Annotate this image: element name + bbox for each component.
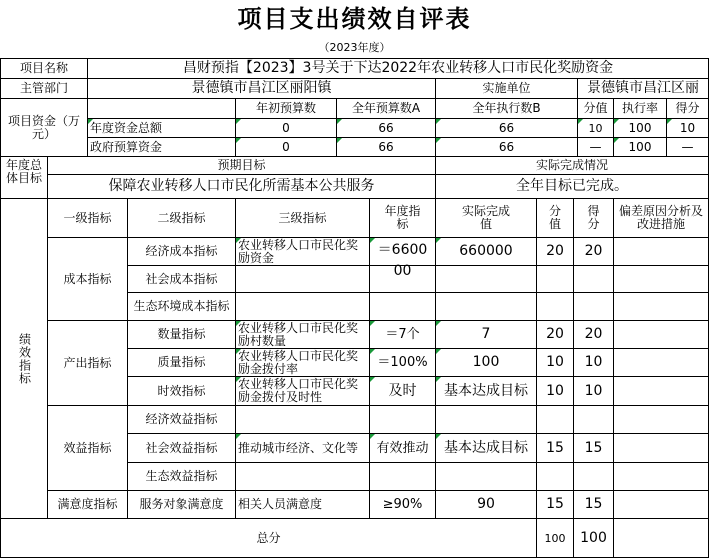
indicator-score: 15 [574, 491, 614, 519]
funds-header-exec: 全年执行数B [436, 99, 578, 119]
funds-label: 项目资金（万元） [1, 99, 88, 157]
project-name-label: 项目名称 [1, 59, 88, 79]
indicator-target: ≥90% [370, 491, 436, 519]
funds-row-full: 66 [337, 119, 436, 138]
indicator-score-value: 15 [537, 434, 574, 463]
annual-goal-label: 年度总体目标 [1, 157, 48, 199]
indicator-actual [436, 406, 537, 434]
indicator-score: 20 [574, 238, 614, 266]
indicator-lvl2: 经济成本指标 [128, 238, 236, 266]
funds-row-label: 政府预算资金 [88, 138, 236, 157]
total-label: 总分 [1, 519, 537, 558]
indicator-score-value [537, 293, 574, 321]
total-reason-blank [614, 519, 709, 558]
funds-row-rate: 100 [614, 138, 667, 157]
funds-header-score: 得分 [667, 99, 709, 119]
indicator-lvl3: 农业转移人口市民化奖励资金 [236, 238, 370, 266]
total-score-value: 100 [537, 519, 574, 558]
header-lvl1: 一级指标 [48, 199, 128, 238]
funds-row-score-value: — [578, 138, 614, 157]
funds-row-exec: 66 [436, 119, 578, 138]
indicator-actual [436, 266, 537, 293]
indicator-lvl2: 质量指标 [128, 349, 236, 377]
indicator-actual: 基本达成目标 [436, 377, 537, 406]
funds-row-score-value: 10 [578, 119, 614, 138]
header-lvl2: 二级指标 [128, 199, 236, 238]
evaluation-table [0, 58, 709, 558]
indicator-target [370, 406, 436, 434]
funds-header-score-value: 分值 [578, 99, 614, 119]
group-output: 产出指标 [48, 321, 128, 406]
indicator-lvl3 [236, 406, 370, 434]
indicator-reason [614, 406, 709, 434]
indicator-score: 20 [574, 321, 614, 349]
indicator-lvl3 [236, 266, 370, 293]
group-benefit: 效益指标 [48, 406, 128, 491]
indicator-lvl2: 社会效益指标 [128, 434, 236, 463]
indicator-reason [614, 266, 709, 293]
indicator-score-value: 10 [537, 377, 574, 406]
actual-completion-header: 实际完成情况 [436, 157, 709, 175]
indicator-target: ＝660000 [370, 238, 436, 266]
header-target: 年度指标 [370, 199, 436, 238]
indicator-score-value [537, 406, 574, 434]
indicator-lvl2: 生态效益指标 [128, 463, 236, 491]
perf-indicators-label: 绩效指标 [1, 199, 48, 519]
indicator-score-value: 20 [537, 238, 574, 266]
funds-header-full: 全年预算数A [337, 99, 436, 119]
indicator-reason [614, 321, 709, 349]
group-cost: 成本指标 [48, 238, 128, 321]
indicator-score: 15 [574, 434, 614, 463]
indicator-actual [436, 463, 537, 491]
indicator-score-value: 15 [537, 491, 574, 519]
indicator-actual: 100 [436, 349, 537, 377]
indicator-lvl3: 推动城市经济、文化等 [236, 434, 370, 463]
funds-row-initial: 0 [236, 119, 337, 138]
expected-goal-value: 保障农业转移人口市民化所需基本公共服务 [48, 175, 436, 199]
indicator-score: 10 [574, 377, 614, 406]
header-score-value: 分值 [537, 199, 574, 238]
indicator-score-value [537, 463, 574, 491]
indicator-actual: 90 [436, 491, 537, 519]
indicator-target [370, 293, 436, 321]
dept-value: 景德镇市昌江区丽阳镇 [88, 79, 436, 99]
indicator-lvl2: 经济效益指标 [128, 406, 236, 434]
indicator-lvl3: 农业转移人口市民化奖励村数量 [236, 321, 370, 349]
indicator-reason [614, 377, 709, 406]
indicator-score-value: 20 [537, 321, 574, 349]
funds-row-score: — [667, 138, 709, 157]
funds-row-exec: 66 [436, 138, 578, 157]
indicator-actual [436, 293, 537, 321]
header-reason: 偏差原因分析及改进措施 [614, 199, 709, 238]
funds-row-label: 年度资金总额 [88, 119, 236, 138]
exec-unit-value: 景德镇市昌江区丽 [578, 79, 709, 99]
page-title: 项目支出绩效自评表 [237, 5, 472, 33]
actual-goal-value: 全年目标已完成。 [436, 175, 709, 199]
funds-row-full: 66 [337, 138, 436, 157]
group-satisfaction: 满意度指标 [48, 491, 128, 519]
exec-unit-label: 实施单位 [436, 79, 578, 99]
indicator-lvl2: 社会成本指标 [128, 266, 236, 293]
indicator-reason [614, 238, 709, 266]
indicator-score-value [537, 266, 574, 293]
indicator-reason [614, 293, 709, 321]
indicator-actual: 基本达成目标 [436, 434, 537, 463]
funds-header-initial: 年初预算数 [236, 99, 337, 119]
indicator-target: ＝100% [370, 349, 436, 377]
dept-label: 主管部门 [1, 79, 88, 99]
indicator-lvl3 [236, 463, 370, 491]
total-score: 100 [574, 519, 614, 558]
indicator-score [574, 463, 614, 491]
indicator-lvl2: 生态环境成本指标 [128, 293, 236, 321]
funds-header-blank [88, 99, 236, 119]
funds-row-score: 10 [667, 119, 709, 138]
indicator-target: 有效推动 [370, 434, 436, 463]
funds-row-initial: 0 [236, 138, 337, 157]
expected-goal-header: 预期目标 [48, 157, 436, 175]
indicator-lvl3: 农业转移人口市民化奖励金拨付及时性 [236, 377, 370, 406]
indicator-reason [614, 434, 709, 463]
indicator-actual: 7 [436, 321, 537, 349]
indicator-target: 及时 [370, 377, 436, 406]
indicator-reason [614, 491, 709, 519]
indicator-target: ＝7个 [370, 321, 436, 349]
header-lvl3: 三级指标 [236, 199, 370, 238]
indicator-lvl3: 农业转移人口市民化奖励金拨付率 [236, 349, 370, 377]
indicator-reason [614, 463, 709, 491]
funds-header-rate: 执行率 [614, 99, 667, 119]
indicator-score: 10 [574, 349, 614, 377]
indicator-actual: 660000 [436, 238, 537, 266]
indicator-lvl2: 数量指标 [128, 321, 236, 349]
indicator-lvl3 [236, 293, 370, 321]
indicator-score-value: 10 [537, 349, 574, 377]
indicator-reason [614, 349, 709, 377]
indicator-score [574, 266, 614, 293]
project-name-value: 昌财预指【2023】3号关于下达2022年农业转移人口市民化奖励资金 [88, 59, 709, 79]
indicator-score [574, 293, 614, 321]
indicator-lvl2: 服务对象满意度 [128, 491, 236, 519]
indicator-score [574, 406, 614, 434]
header-actual: 实际完成值 [436, 199, 537, 238]
indicator-target [370, 266, 436, 293]
indicator-target [370, 463, 436, 491]
funds-row-rate: 100 [614, 119, 667, 138]
indicator-lvl2: 时效指标 [128, 377, 236, 406]
indicator-lvl3: 相关人员满意度 [236, 491, 370, 519]
report-year: （2023年度） [318, 41, 391, 54]
header-score: 得分 [574, 199, 614, 238]
